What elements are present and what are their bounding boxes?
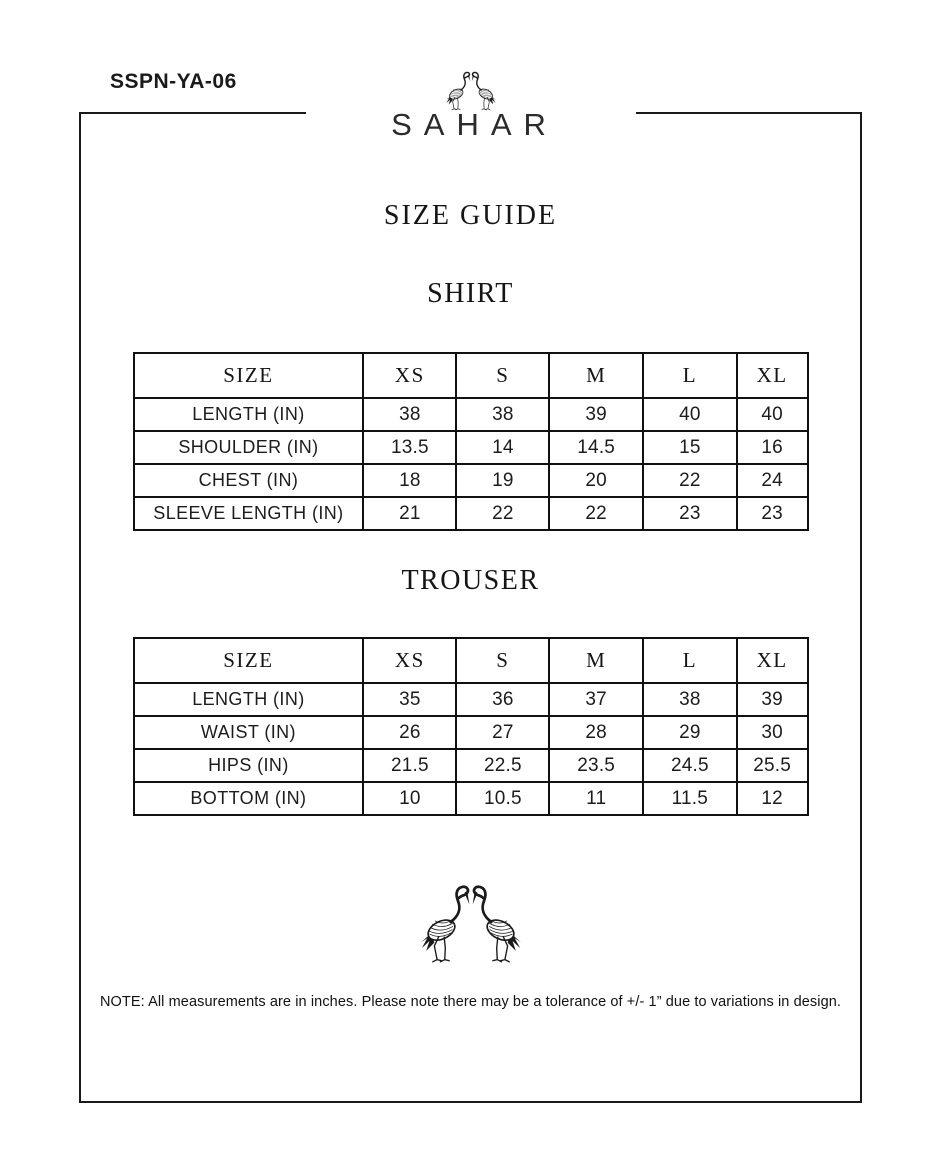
measurement-value: 38 — [643, 683, 737, 716]
measurement-row — [134, 398, 808, 431]
measurement-label: SHOULDER (IN) — [134, 431, 364, 464]
size-header-row — [134, 638, 808, 683]
measurement-row — [134, 431, 808, 464]
measurement-value: 30 — [737, 716, 808, 749]
measurement-value: 22 — [456, 497, 549, 530]
measurement-row — [134, 464, 808, 497]
size-header-xl: XL — [737, 353, 808, 398]
size-header-l: L — [643, 638, 737, 683]
measurement-value: 13.5 — [363, 431, 456, 464]
size-header-s: S — [456, 638, 549, 683]
measurement-value: 25.5 — [737, 749, 808, 782]
measurement-value: 19 — [456, 464, 549, 497]
product-code: SSPN-YA-06 — [110, 70, 237, 93]
measurement-label: SLEEVE LENGTH (IN) — [134, 497, 364, 530]
measurement-value: 10.5 — [456, 782, 549, 815]
measurement-label: WAIST (IN) — [134, 716, 364, 749]
measurement-value: 36 — [456, 683, 549, 716]
measurement-value: 27 — [456, 716, 549, 749]
measurement-value: 40 — [737, 398, 808, 431]
measurement-value: 37 — [549, 683, 643, 716]
measurement-value: 23 — [643, 497, 737, 530]
measurement-value: 10 — [363, 782, 456, 815]
size-header-m: M — [549, 638, 643, 683]
measurement-value: 22 — [549, 497, 643, 530]
size-header-xs: XS — [363, 353, 456, 398]
measurement-value: 29 — [643, 716, 737, 749]
section-title-trouser: TROUSER — [401, 565, 540, 596]
measurement-value: 16 — [737, 431, 808, 464]
measurement-value: 40 — [643, 398, 737, 431]
size-header-l: L — [643, 353, 737, 398]
measurement-value: 38 — [456, 398, 549, 431]
size-header-m: M — [549, 353, 643, 398]
measurement-value: 26 — [363, 716, 456, 749]
measurement-value: 24.5 — [643, 749, 737, 782]
measurement-value: 28 — [549, 716, 643, 749]
measurement-row — [134, 749, 808, 782]
measurement-label: HIPS (IN) — [134, 749, 364, 782]
measurement-label: LENGTH (IN) — [134, 683, 364, 716]
measurement-value: 24 — [737, 464, 808, 497]
measurement-label: LENGTH (IN) — [134, 398, 364, 431]
measurement-row — [134, 716, 808, 749]
measurement-value: 21.5 — [363, 749, 456, 782]
measurement-row — [134, 782, 808, 815]
size-column-header: SIZE — [134, 638, 364, 683]
measurement-value: 11 — [549, 782, 643, 815]
measurement-value: 22.5 — [456, 749, 549, 782]
measurement-row — [134, 497, 808, 530]
measurement-value: 18 — [363, 464, 456, 497]
measurement-value: 22 — [643, 464, 737, 497]
size-column-header: SIZE — [134, 353, 364, 398]
stork-pair-icon — [419, 882, 523, 964]
measurement-value: 12 — [737, 782, 808, 815]
measurement-value: 39 — [549, 398, 643, 431]
measurement-note: NOTE: All measurements are in inches. Please note there may be a tolerance of +/- 1” due to variations in design. — [99, 994, 842, 1010]
content-frame — [79, 107, 862, 1103]
measurement-value: 38 — [363, 398, 456, 431]
measurement-value: 11.5 — [643, 782, 737, 815]
size-header-s: S — [456, 353, 549, 398]
measurement-value: 15 — [643, 431, 737, 464]
measurement-value: 14 — [456, 431, 549, 464]
measurement-value: 21 — [363, 497, 456, 530]
brand-logo — [306, 70, 636, 144]
measurement-value: 35 — [363, 683, 456, 716]
section-title-shirt: SHIRT — [427, 278, 514, 309]
measurement-value: 23.5 — [549, 749, 643, 782]
shirt-size-table — [133, 352, 809, 531]
measurement-value: 14.5 — [549, 431, 643, 464]
stork-pair-icon — [445, 70, 497, 111]
page-title: SIZE GUIDE — [383, 200, 558, 231]
measurement-value: 39 — [737, 683, 808, 716]
size-header-row — [134, 353, 808, 398]
measurement-label: CHEST (IN) — [134, 464, 364, 497]
measurement-value: 23 — [737, 497, 808, 530]
trouser-size-table — [133, 637, 809, 816]
measurement-row — [134, 683, 808, 716]
brand-name: SAHAR — [391, 107, 558, 142]
size-header-xs: XS — [363, 638, 456, 683]
size-header-xl: XL — [737, 638, 808, 683]
measurement-value: 20 — [549, 464, 643, 497]
measurement-label: BOTTOM (IN) — [134, 782, 364, 815]
